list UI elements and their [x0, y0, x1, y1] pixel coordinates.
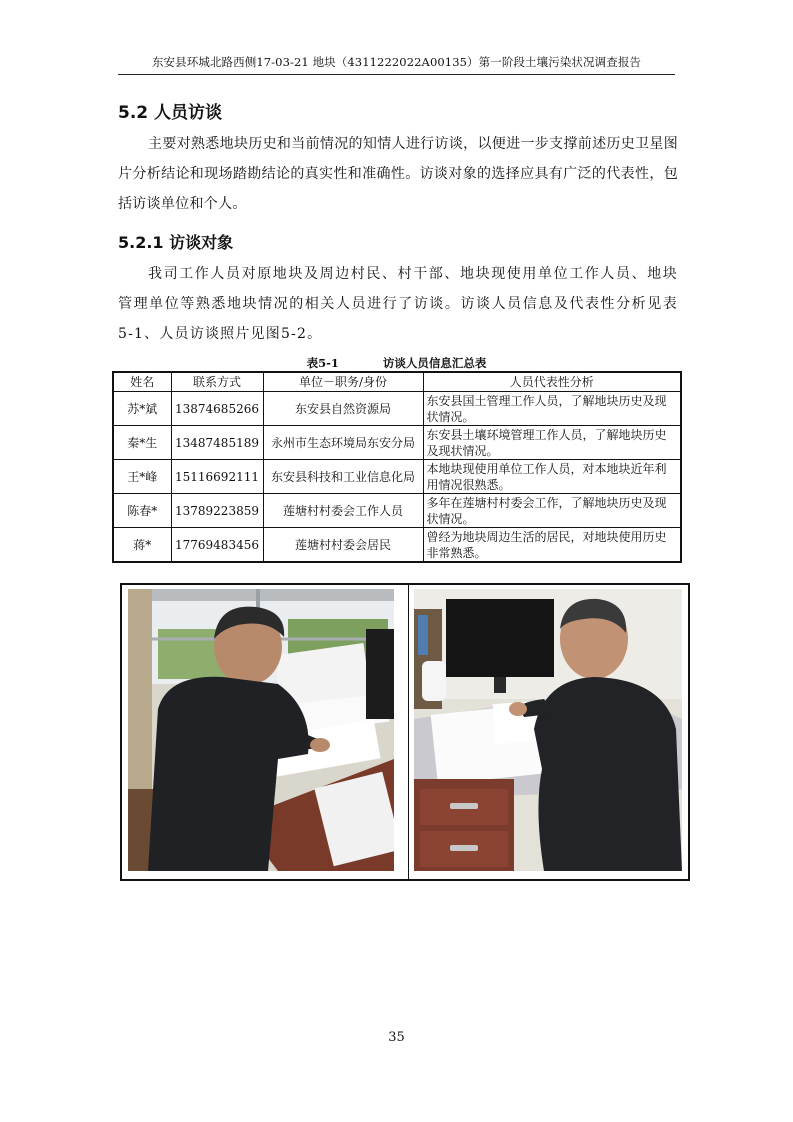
cell-analysis: 曾经为地块周边生活的居民，对地块使用历史非常熟悉。 — [423, 528, 681, 563]
cell-contact: 13487485189 — [171, 426, 263, 460]
cell-contact: 15116692111 — [171, 460, 263, 494]
subsection-paragraph: 我司工作人员对原地块及周边村民、村干部、地块现使用单位工作人员、地块管理单位等熟悉地块情况的相关人员进行了访谈。访谈人员信息及代表性分析见表5-1、人员访谈照片见图5-2。 — [118, 266, 678, 342]
page-header: 东安县环城北路西侧17-03-21 地块（4311222022A00135）第一阶段土壤污染状况调查报告 — [151, 55, 642, 69]
interview-photo-left — [128, 589, 394, 871]
cell-name: 苏*斌 — [113, 392, 171, 426]
cell-contact: 13789223859 — [171, 494, 263, 528]
section-paragraph: 主要对熟悉地块历史和当前情况的知情人进行访谈，以便进一步支撑前述历史卫星图片分析结论和现场踏勘结论的真实性和准确性。访谈对象的选择应具有广泛的代表性，包括访谈单位和个人。 — [118, 136, 678, 212]
header-cell-analysis: 人员代表性分析 — [423, 372, 681, 392]
subsection-heading: 5.2.1 访谈对象 — [118, 233, 234, 252]
cell-unit: 东安县自然资源局 — [263, 392, 423, 426]
interview-photo-right — [414, 589, 682, 871]
section-heading: 5.2 人员访谈 — [118, 103, 223, 123]
table-row — [113, 528, 681, 563]
header-cell-unit: 单位－职务/身份 — [263, 372, 423, 392]
table-caption — [0, 355, 793, 371]
interviewee-table — [112, 371, 682, 563]
table-row — [113, 426, 681, 460]
table-row — [113, 460, 681, 494]
table-caption-title: 访谈人员信息汇总表 — [382, 356, 487, 370]
cell-unit: 莲塘村村委会居民 — [263, 528, 423, 563]
cell-name: 蒋* — [113, 528, 171, 563]
cell-analysis: 东安县土壤环境管理工作人员，了解地块历史及现状情况。 — [423, 426, 681, 460]
page-number: 35 — [388, 1030, 405, 1045]
interview-photos-figure — [120, 583, 690, 881]
header-rule — [118, 74, 675, 75]
cell-name: 王*峰 — [113, 460, 171, 494]
cell-unit: 永州市生态环境局东安分局 — [263, 426, 423, 460]
cell-analysis: 东安县国土管理工作人员，了解地块历史及现状情况。 — [423, 392, 681, 426]
cell-unit: 莲塘村村委会工作人员 — [263, 494, 423, 528]
table-row — [113, 494, 681, 528]
table-row — [113, 392, 681, 426]
cell-analysis: 本地块现使用单位工作人员，对本地块近年利用情况很熟悉。 — [423, 460, 681, 494]
cell-contact: 17769483456 — [171, 528, 263, 563]
cell-unit: 东安县科技和工业信息化局 — [263, 460, 423, 494]
cell-analysis: 多年在莲塘村村委会工作，了解地块历史及现状情况。 — [423, 494, 681, 528]
table-caption-number: 表5-1 — [306, 356, 339, 370]
cell-contact: 13874685266 — [171, 392, 263, 426]
header-cell-name: 姓名 — [113, 372, 171, 392]
header-cell-contact: 联系方式 — [171, 372, 263, 392]
figure-divider — [408, 585, 409, 879]
cell-name: 陈春* — [113, 494, 171, 528]
cell-name: 秦*生 — [113, 426, 171, 460]
table-header-row — [113, 372, 681, 392]
